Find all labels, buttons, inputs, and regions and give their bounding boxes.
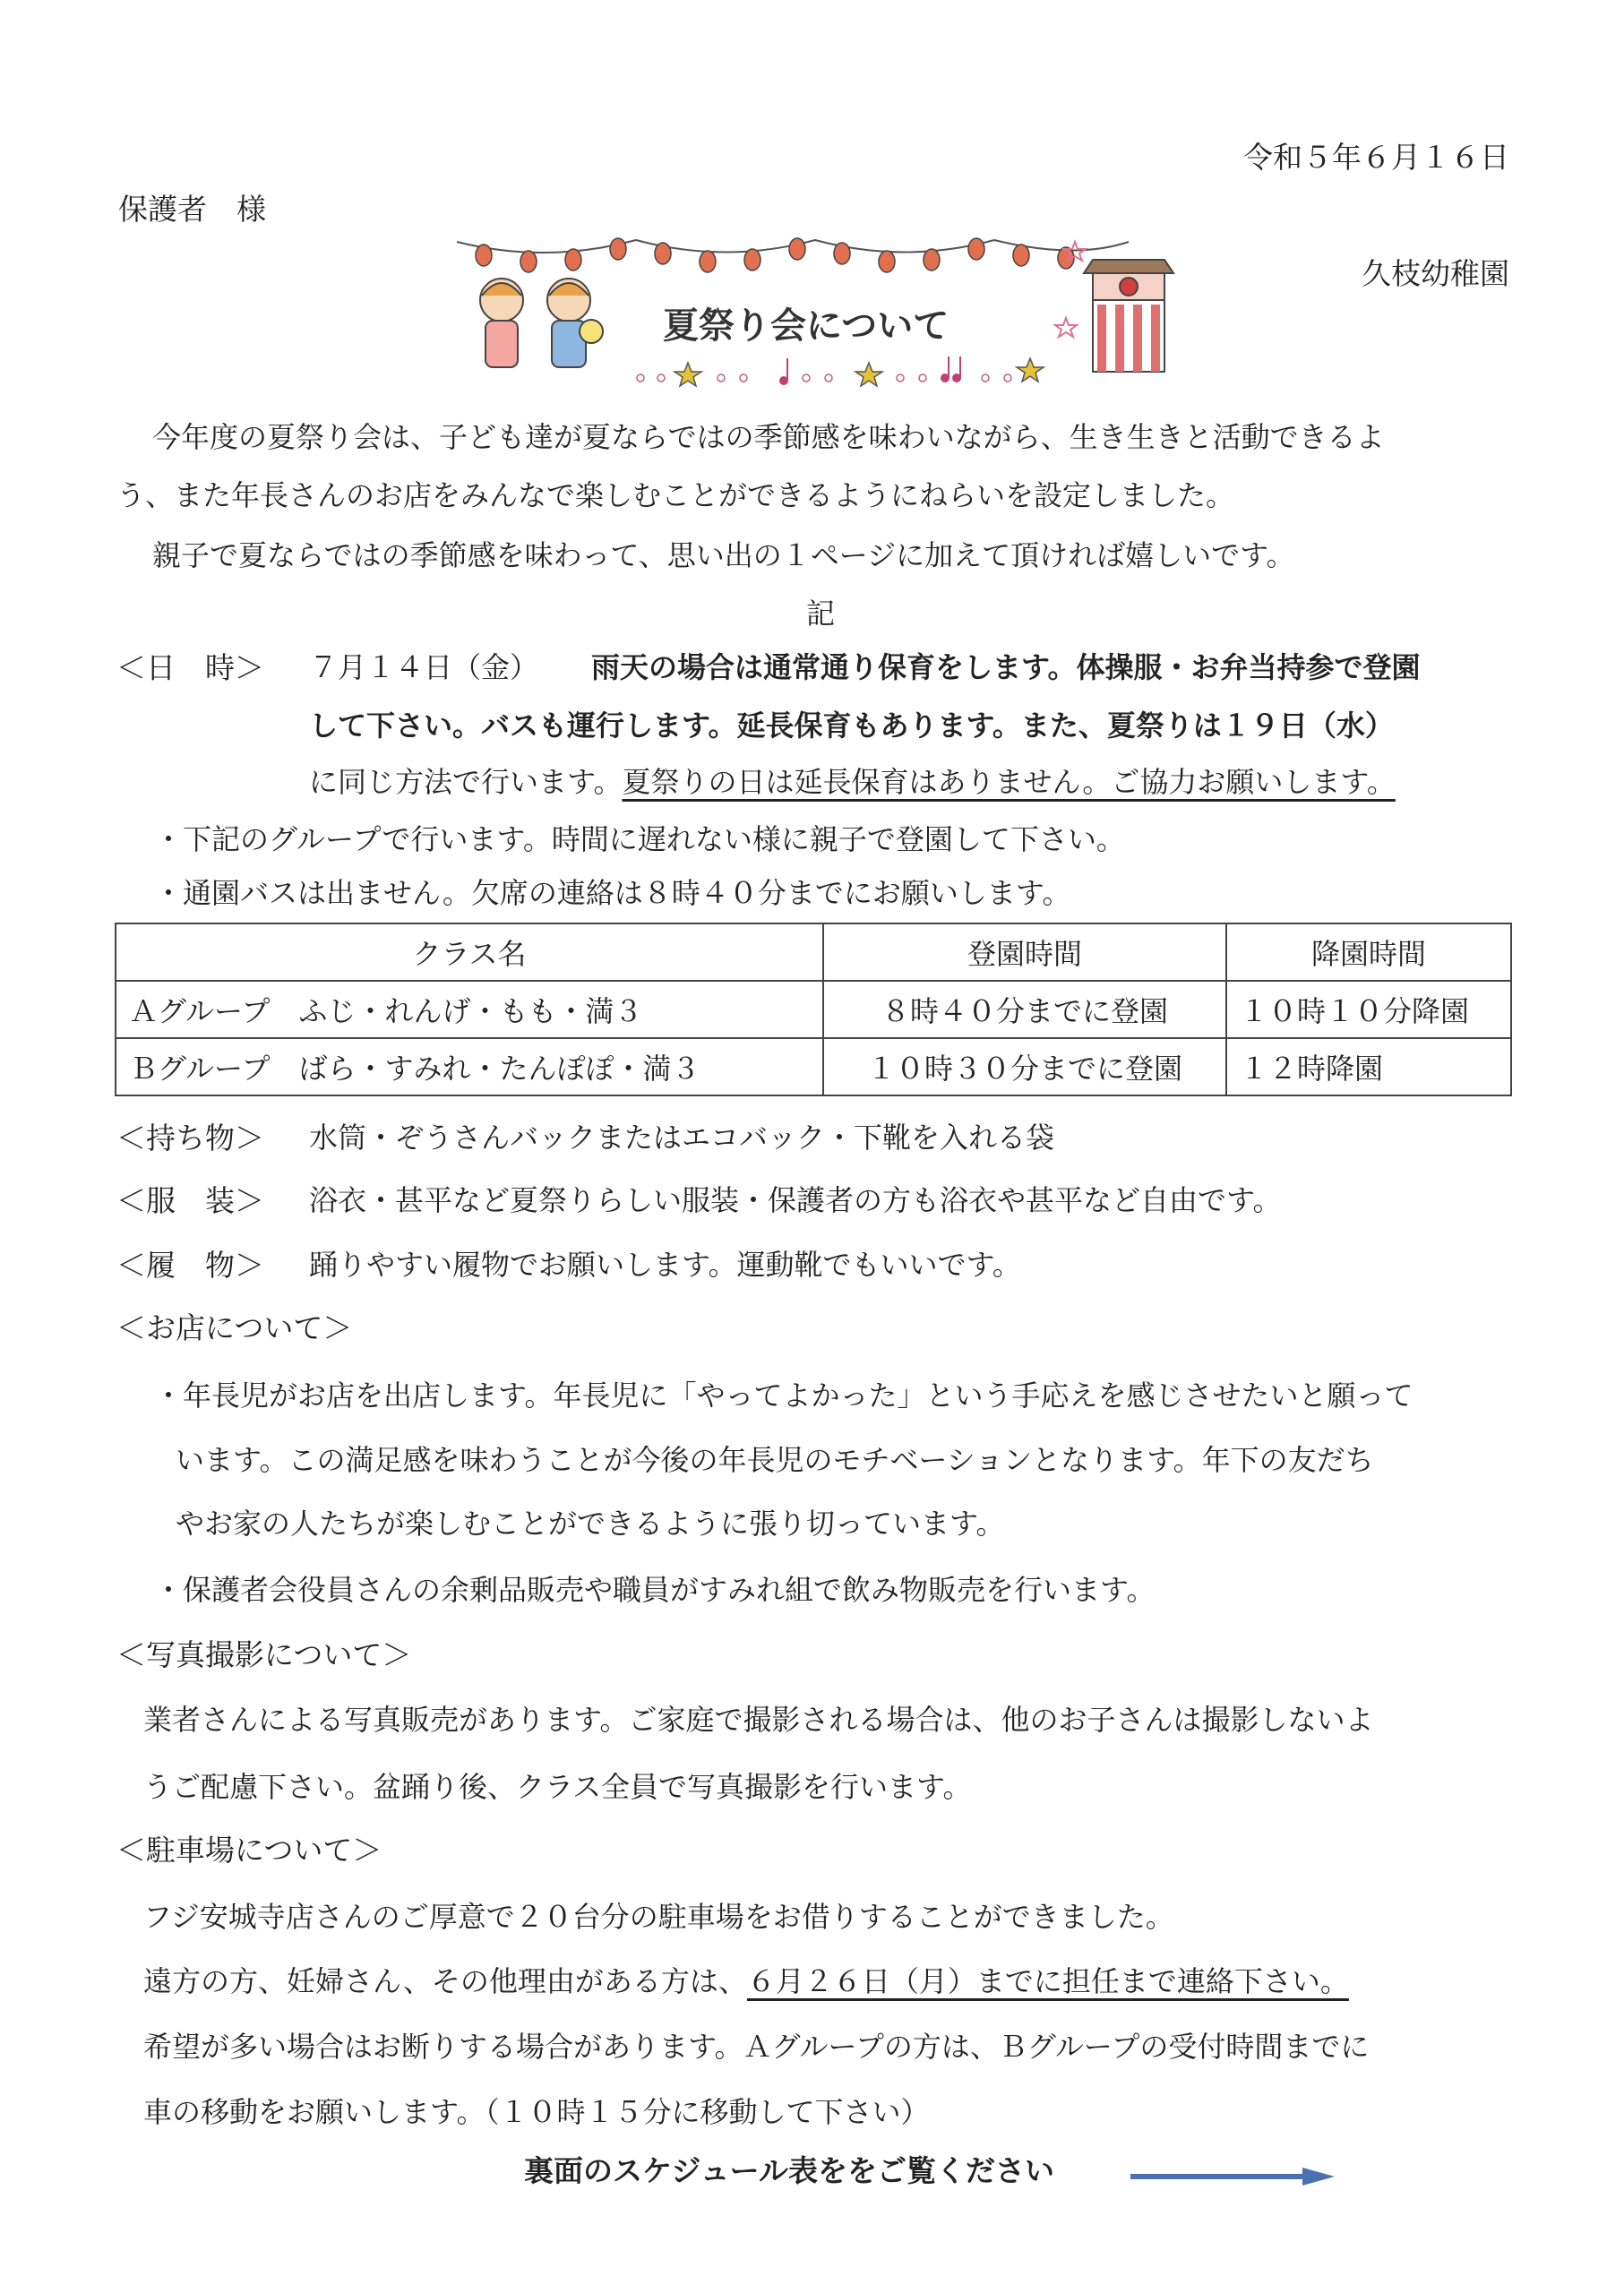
schedule-table bbox=[115, 923, 1512, 1096]
hakimono-label: ＜履 物＞ bbox=[116, 1248, 264, 1283]
shop-text: ・保護者会役員さんの余剰品販売や職員がすみれ組で飲み物販売を行います。 bbox=[154, 1573, 1156, 1607]
parking-text: 希望が多い場合はお断りする場合があります。Ａグループの方は、Ｂグループの受付時間までに bbox=[143, 2030, 1370, 2064]
page-title: 夏祭り会について bbox=[663, 305, 949, 347]
title-banner bbox=[448, 224, 1191, 394]
table-cell: １２時降園 bbox=[1226, 1038, 1511, 1095]
intro-line: う、また年長さんのお店をみんなで楽しむことができるようにねらいを設定しました。 bbox=[116, 478, 1235, 512]
hakimono-text: 踊りやすい履物でお願いします。運動靴でもいいです。 bbox=[309, 1248, 1021, 1282]
mochimono-label: ＜持ち物＞ bbox=[116, 1121, 264, 1155]
datetime-label: ＜日 時＞ bbox=[116, 650, 264, 685]
school-name: 久枝幼稚園 bbox=[1362, 256, 1509, 291]
photo-text: 業者さんによる写真販売があります。ご家庭で撮影される場合は、他のお子さんは撮影しないよ bbox=[143, 1703, 1374, 1737]
mochimono-text: 水筒・ぞうさんバックまたはエコバック・下靴を入れる袋 bbox=[309, 1121, 1055, 1155]
intro-line: 親子で夏ならではの季節感を味わって、思い出の１ページに加えて頂ければ嬉しいです。 bbox=[152, 538, 1295, 572]
table-header-row bbox=[116, 923, 1511, 981]
table-header: 降園時間 bbox=[1226, 923, 1511, 981]
ki-heading: 記 bbox=[806, 597, 836, 631]
table-row bbox=[116, 1038, 1511, 1095]
parking-text: 車の移動をお願いします。（１０時１５分に移動して下さい） bbox=[143, 2095, 930, 2129]
table-cell: Ｂグループ ばら・すみれ・たんぽぽ・満３ bbox=[116, 1038, 823, 1095]
rain-note: 雨天の場合は通常通り保育をします。体操服・お弁当持参で登園 bbox=[591, 650, 1421, 684]
fukuso-label: ＜服 装＞ bbox=[116, 1183, 264, 1218]
event-date: ７月１４日（金） bbox=[309, 650, 539, 684]
table-cell: ８時４０分までに登園 bbox=[823, 981, 1226, 1038]
shop-heading: ＜お店について＞ bbox=[116, 1310, 353, 1345]
parking-deadline: ６月２６日（月）までに担任まで連絡下さい。 bbox=[746, 1964, 1349, 1998]
photo-heading: ＜写真撮影について＞ bbox=[116, 1637, 412, 1672]
table-cell: １０時３０分までに登園 bbox=[823, 1038, 1226, 1095]
arrow-right-icon bbox=[1130, 2159, 1336, 2194]
parking-text: フジ安城寺店さんのご厚意で２０台分の駐車場をお借りすることができました。 bbox=[143, 1900, 1174, 1934]
rain-note-emphasis: 夏祭りの日は延長保育はありません。ご協力お願いします。 bbox=[622, 765, 1396, 799]
see-back-note: 裏面のスケジュール表ををご覧ください bbox=[524, 2153, 1055, 2188]
rain-note: に同じ方法で行います。 bbox=[309, 765, 623, 799]
parking-heading: ＜駐車場について＞ bbox=[116, 1833, 382, 1868]
shop-text: ・年長児がお店を出店します。年長児に「やってよかった」という手応えを感じさせたいと願って bbox=[154, 1378, 1413, 1413]
photo-text: うご配慮下さい。盆踊り後、クラス全員で写真撮影を行います。 bbox=[143, 1770, 972, 1804]
fukuso-text: 浴衣・甚平など夏祭りらしい服装・保護者の方も浴衣や甚平など自由です。 bbox=[309, 1183, 1282, 1217]
shop-text: います。この満足感を味わうことが今後の年長児のモチベーションとなります。年下の友だち bbox=[176, 1443, 1374, 1477]
recipient: 保護者 様 bbox=[118, 192, 266, 227]
table-row bbox=[116, 981, 1511, 1038]
rain-note: して下さい。バスも運行します。延長保育もあります。また、夏祭りは１９日（水） bbox=[309, 709, 1394, 743]
bullet-item: ・下記のグループで行います。時間に遅れない様に親子で登園して下さい。 bbox=[154, 822, 1125, 856]
intro-line: 今年度の夏祭り会は、子ども達が夏ならではの季節感を味わいながら、生き生きと活動できるよ bbox=[152, 420, 1385, 454]
bullet-item: ・通園バスは出ません。欠席の連絡は８時４０分までにお願いします。 bbox=[154, 876, 1071, 910]
table-cell: Ａグループ ふじ・れんげ・もも・満３ bbox=[116, 981, 823, 1038]
shop-text: やお家の人たちが楽しむことができるように張り切っています。 bbox=[176, 1507, 1005, 1541]
table-header: クラス名 bbox=[116, 923, 823, 981]
table-cell: １０時１０分降園 bbox=[1226, 981, 1511, 1038]
parking-text: 遠方の方、妊婦さん、その他理由がある方は、 bbox=[143, 1964, 747, 1998]
table-header: 登園時間 bbox=[823, 923, 1226, 981]
document-date: 令和５年６月１６日 bbox=[1243, 140, 1509, 175]
